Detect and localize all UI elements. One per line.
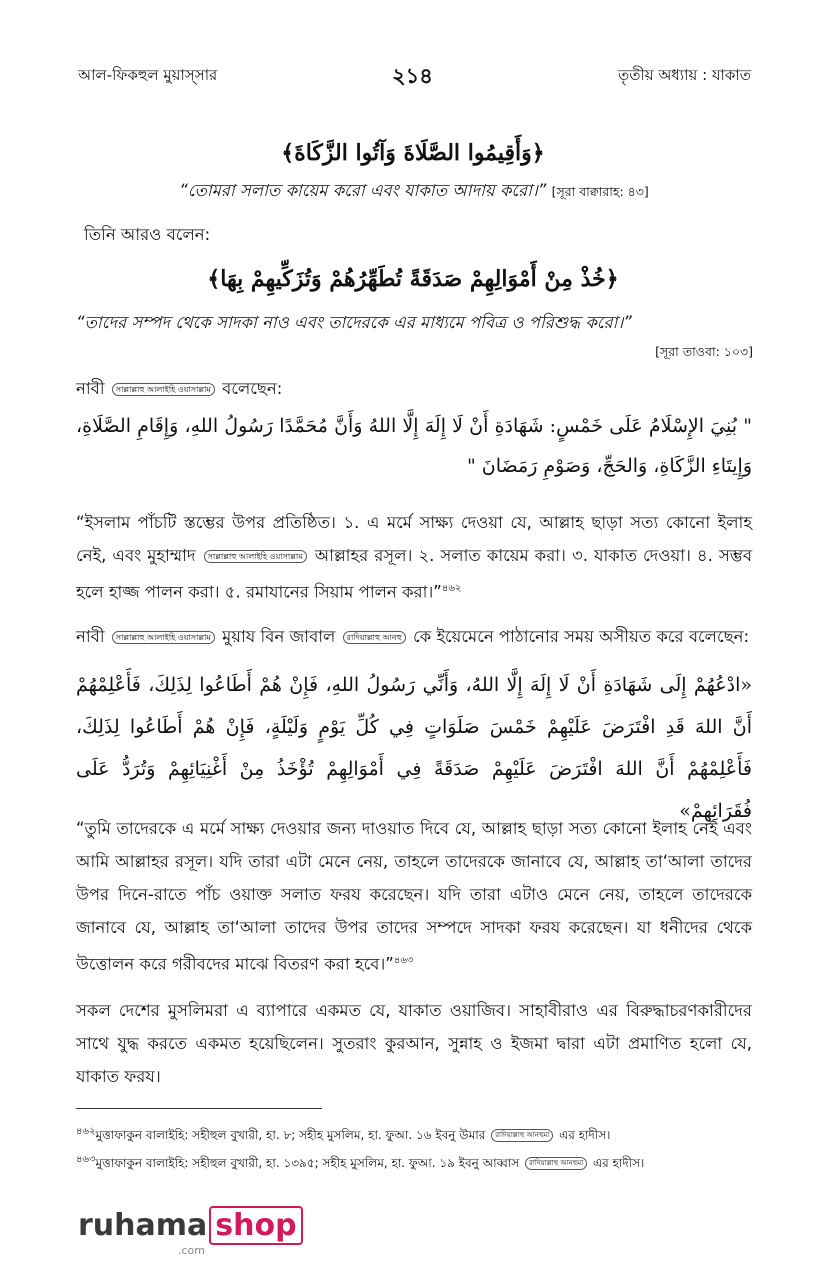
hadith-1-translation-part-b: আল্লাহর রসূল। ২. সলাত কায়েম করা। ৩. যাকাত দেওয়া। ৪. সম্ভব হলে হাজ্জ পালন করা। ৫. রমাযানের সিয়াম পালন করা।”: [76, 546, 753, 602]
running-header-chapter: তৃতীয় অধ্যায় : যাকাত: [617, 66, 751, 84]
hadith-1-intro-said: বলেছেন:: [222, 379, 283, 398]
quran-verse-2-translation: “তাদের সম্পদ থেকে সাদকা নাও এবং তাদেরকে এর মাধ্যমে পবিত্র ও পরিশুদ্ধ করো।”: [76, 313, 632, 332]
hadith-2-intro: [76, 620, 752, 653]
footnote-text-b: এর হাদীস।: [559, 1128, 611, 1142]
logo-domain: .com: [178, 1244, 205, 1257]
ruhama-shop-logo: [78, 1208, 303, 1243]
footnote-462: [76, 1124, 610, 1147]
footnote-divider: [76, 1108, 322, 1109]
intro-text-2: তিনি আরও বলেন:: [84, 225, 211, 244]
logo-word: ruhama: [78, 1208, 208, 1243]
hadith-2-arabic: «ادْعُهُمْ إِلَى شَهَادَةِ أَنْ لَا إِلَهَ إِلَّا اللهُ، وَأَنِّي رَسُولُ اللهِ، فَإِنْ هُمْ أَطَاعُوا لِذَلِكَ، فَأَعْلِمْهُمْ أَنَّ اللهَ قَدِ افْتَرَضَ عَلَيْهِمْ خَمْسَ صَلَوَاتٍ فِي كُلِّ يَوْمٍ وَلَيْلَةٍ، فَإِنْ هُمْ أَطَاعُوا لِذَلِكَ، فَأَعْلِمْهُمْ أَنَّ اللهَ افْتَرَضَ عَلَيْهِمْ صَدَقَةً فِي أَمْوَالِهِمْ تُؤْخَذُ مِنْ أَغْنِيَائِهِمْ وَتُرَدُّ عَلَى فُقَرَائِهِمْ»: [76, 674, 752, 822]
footnote-number: ৪৬২: [76, 1126, 96, 1137]
honorific-salawat-icon: সাল্লাল্লাহু আলাইহি ওয়াসাল্লাম: [112, 383, 215, 396]
hadith-1-translation: [76, 506, 752, 609]
hadith-2-intro-rest: কে ইয়েমেনে পাঠানোর সময় অসীয়ত করে বলেছেন:: [412, 627, 750, 646]
quran-verse-2-arabic: ﴿خُذْ مِنْ أَمْوَالِهِمْ صَدَقَةً تُطَهِّرُهُمْ وَتُزَكِّيهِمْ بِهَا﴾: [207, 266, 619, 292]
quran-verse-2-source: [সূরা তাওবা: ১০৩]: [655, 344, 753, 359]
hadith-2-intro-companion: মুয়ায বিন জাবাল: [222, 627, 336, 646]
honorific-salawat-icon: সাল্লাল্লাহু আলাইহি ওয়াসাল্লাম: [204, 550, 307, 563]
running-header-book-title: আল-ফিকহুল মুয়াস্সার: [78, 66, 218, 84]
honorific-radiallahu-icon: রাদিয়াল্লাহু আনহুমা: [525, 1157, 587, 1170]
page-number: ২১৪: [392, 64, 433, 88]
footnote-text-a: মুত্তাফাকুন বালাইহি: সহীহুল বুখারী, হা. ৮; সহীহ মুসলিম, হা. ফুআ. ১৬ ইবনু উমার: [95, 1128, 486, 1142]
footnote-463: [76, 1152, 644, 1175]
hadith-2-translation: [76, 812, 752, 981]
quran-verse-1-source: [সূরা বাক্বারাহ: ৪৩]: [551, 184, 649, 199]
footnote-ref-463[interactable]: ৪৬৩: [393, 955, 414, 966]
footnote-text-b: এর হাদীস।: [593, 1156, 645, 1170]
honorific-salawat-icon: সাল্লাল্লাহু আলাইহি ওয়াসাল্লাম: [112, 631, 215, 644]
hadith-2-translation-text: “তুমি তাদেরকে এ মর্মে সাক্ষ্য দেওয়ার জন্য দাওয়াত দিবে যে, আল্লাহ ছাড়া সত্য কোনো ইলাহ নেই এবং আমি আল্লাহর রসূল। যদি তারা এটা মেনে নেয়, তাহলে তাদেরকে জানাবে যে, আল্লাহ তা‘আলা তাদের উপর দিনে-রাতে পাঁচ ওয়াক্ত সলাত ফরয করেছেন। যদি তারা এটাও মেনে নেয়, তাহলে তাদেরকে জানাবে যে, আল্লাহ তা‘আলা তাদের উপর তাদের সম্পদে সাদকা ফরয করেছেন। যা ধনীদের থেকে উত্তোলন করে গরীবদের মাঝে বিতরণ করা হবে।”: [76, 819, 752, 974]
footnote-text-a: মুত্তাফাকুন বালাইহি: সহীহুল বুখারী, হা. ১৩৯৫; সহীহ মুসলিম, হা. ফুআ. ১৯ ইবনু আব্বাস: [95, 1156, 520, 1170]
conclusion-paragraph: সকল দেশের মুসলিমরা এ ব্যাপারে একমত যে, যাকাত ওয়াজিব। সাহাবীরাও এর বিরুদ্ধাচরণকারীদের সাথে যুদ্ধ করতে একমত হয়েছিলেন। সুতরাং কুরআন, সুন্নাহ ও ইজমা দ্বারা এটা প্রমাণিত হলো যে, যাকাত ফরয।: [76, 1001, 752, 1086]
hadith-1-intro-prophet: নাবী: [76, 379, 105, 398]
quran-verse-1-translation: “তোমরা সলাত কায়েম করো এবং যাকাত আদায় করো।”: [179, 181, 547, 200]
honorific-radiallahu-icon: রাদিয়াল্লাহু আনহু: [343, 631, 406, 644]
hadith-1-translation-part-a: “ইসলাম পাঁচটি স্তম্ভের উপর প্রতিষ্ঠিত। ১. এ মর্মে সাক্ষ্য দেওয়া যে, আল্লাহ ছাড়া সত্য কোনো ইলাহ নেই, এবং মুহাম্মাদ: [76, 513, 752, 565]
hadith-2-intro-prophet: নাবী: [76, 627, 105, 646]
hadith-1-arabic: " بُنِيَ الإِسْلَامُ عَلَى خَمْسٍ: شَهَادَةِ أَنْ لَا إِلَهَ إِلَّا اللهُ وَأَنَّ مُحَمَّدًا رَسُولُ اللهِ، وَإِقَامِ الصَّلَاةِ، وَإِيتَاءِ الزَّكَاةِ، وَالحَجِّ، وَصَوْمِ رَمَضَانَ ": [76, 415, 752, 477]
quran-verse-1-translation-line: [76, 174, 752, 208]
footnote-number: ৪৬৩: [76, 1154, 96, 1165]
footnote-ref-462[interactable]: ৪৬২: [441, 583, 462, 594]
logo-shop: shop: [209, 1206, 302, 1245]
honorific-radiallahu-icon: রাদিয়াল্লাহু আনহুমা: [491, 1129, 553, 1142]
hadith-1-intro: [76, 372, 752, 405]
quran-verse-1-arabic: ﴿وَأَقِيمُوا الصَّلَاةَ وَآتُوا الزَّكَاةَ﴾: [281, 140, 545, 166]
